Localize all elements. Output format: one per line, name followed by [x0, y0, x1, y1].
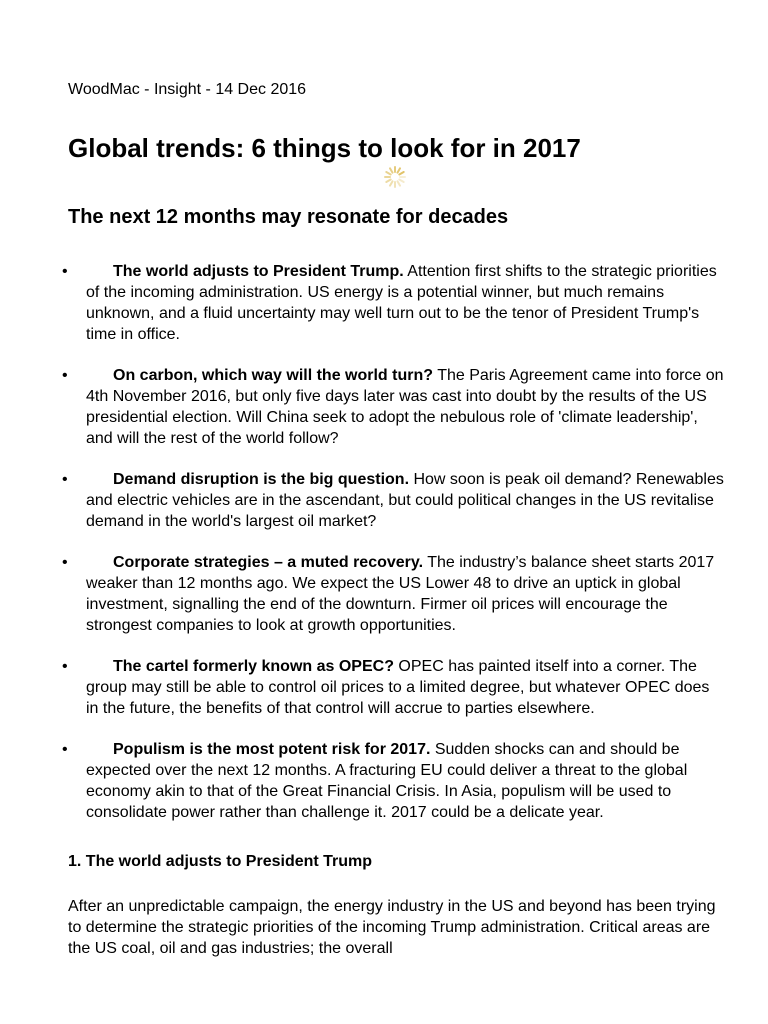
bullet-icon: •	[62, 471, 68, 488]
list-item-text	[86, 552, 726, 636]
list-item-body: Attention first shifts to the strategic priorities of the incoming administration. US energy is a potential winner, but much remains unknown, and a fluid uncertainty may well turn out to be the tenor of President Trump's time in office.	[86, 263, 717, 343]
spinner-ray	[386, 180, 390, 183]
key-points-list	[0, 261, 768, 843]
spinner-ray	[390, 168, 393, 172]
list-item-body: Sudden shocks can and should be expected over the next 12 months. A fracturing EU could deliver a threat to the global economy akin to that of the Great Financial Crisis. In Asia, populism will be used to consolidate power rather than challenge it. 2017 could be a delicate year.	[86, 741, 688, 821]
list-item-text	[86, 261, 726, 345]
page-title: Global trends: 6 things to look for in 2017	[68, 133, 581, 163]
list-item-lead: The cartel formerly known as OPEC?	[113, 658, 394, 675]
spinner-ray	[399, 180, 403, 183]
bullet-icon: •	[62, 367, 68, 384]
bullet-icon: •	[62, 658, 68, 675]
list-item-text	[86, 739, 726, 823]
source-line: WoodMac - Insight - 14 Dec 2016	[68, 81, 307, 98]
list-item	[0, 365, 726, 449]
spinner-ray	[386, 172, 390, 175]
section-heading: 1. The world adjusts to President Trump	[68, 853, 373, 870]
bullet-icon: •	[62, 741, 68, 758]
list-item	[0, 552, 726, 636]
list-item-lead: The world adjusts to President Trump.	[113, 263, 404, 280]
list-item-body: The industry’s balance sheet starts 2017 weaker than 12 months ago. We expect the US Lower 48 to drive an uptick in global investment, signalling the end of the downturn. Firmer oil prices will encourage the strongest companies to look at growth opportunities.	[86, 554, 715, 634]
list-item	[0, 656, 726, 719]
bullet-icon: •	[62, 554, 68, 571]
list-item-lead: Populism is the most potent risk for 2017.	[113, 741, 431, 758]
list-item-lead: Corporate strategies – a muted recovery.	[113, 554, 424, 571]
list-item-text	[86, 469, 726, 532]
list-item-lead: On carbon, which way will the world turn?	[113, 367, 434, 384]
spinner-ray	[398, 181, 401, 185]
list-item	[0, 469, 726, 532]
list-item-body: How soon is peak oil demand? Renewables and electric vehicles are in the ascendant, but could political changes in the US revitalise demand in the world's largest oil market?	[86, 471, 724, 530]
section-paragraph: After an unpredictable campaign, the energy industry in the US and beyond has been trying to determine the strategic priorities of the incoming Trump administration. Critical areas are the US coal, oil and gas industries; the overall	[68, 898, 716, 957]
spinner-ray	[399, 172, 403, 175]
list-item-text	[86, 365, 726, 449]
spinner-ray	[398, 168, 401, 172]
bullet-icon: •	[62, 263, 68, 280]
list-item	[0, 261, 726, 345]
page-subtitle: The next 12 months may resonate for decades	[68, 206, 509, 228]
loading-spinner-icon	[383, 165, 407, 189]
list-item-body: The Paris Agreement came into force on 4th November 2016, but only five days later was cast into doubt by the results of the US presidential election. Will China seek to adopt the nebulous role of 'climate leadership', and will the rest of the world follow?	[86, 367, 724, 447]
list-item-body: OPEC has painted itself into a corner. The group may still be able to control oil prices to a limited degree, but whatever OPEC does in the future, the benefits of that control will accrue to parties elsewhere.	[86, 658, 710, 717]
spinner-ray	[390, 181, 393, 185]
list-item-text	[86, 656, 726, 719]
list-item-lead: Demand disruption is the big question.	[113, 471, 410, 488]
list-item	[0, 739, 726, 823]
